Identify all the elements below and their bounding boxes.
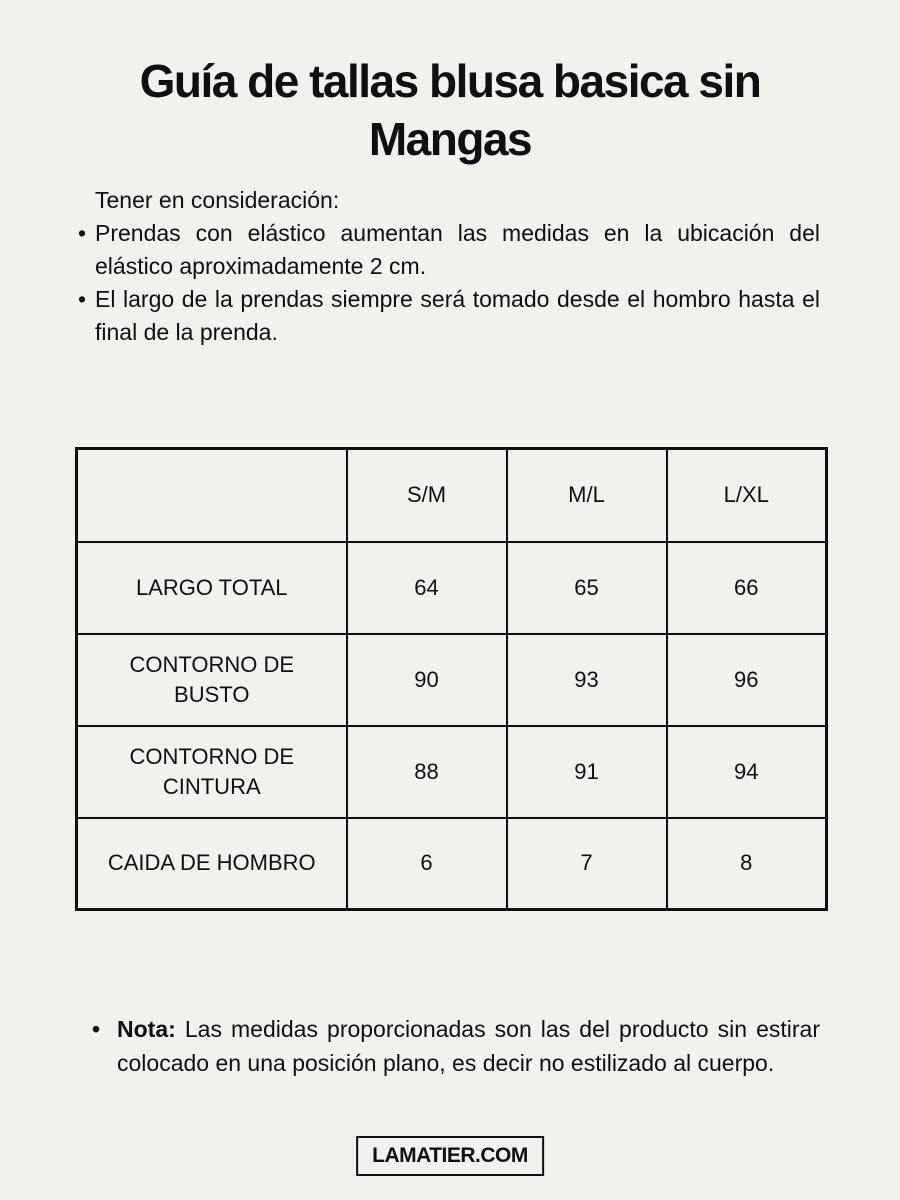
- measure-label: LARGO TOTAL: [77, 542, 347, 634]
- table-row: [77, 818, 827, 910]
- note-paragraph: [92, 1012, 820, 1080]
- considerations-section: [78, 184, 820, 349]
- note-section: [92, 1012, 820, 1080]
- measure-label: CONTORNO DE CINTURA: [77, 726, 347, 818]
- consideration-item-length: [78, 283, 820, 349]
- size-cell: 7: [507, 818, 667, 910]
- note-text: Las medidas proporcionadas son las del producto sin estirar colocado en una posición plano, es decir no estilizado al cuerpo.: [117, 1016, 820, 1076]
- considerations-list: [78, 217, 820, 349]
- table-row: [77, 542, 827, 634]
- note-label: Nota:: [117, 1016, 176, 1042]
- bullet-icon: •: [78, 220, 87, 246]
- size-cell: 93: [507, 634, 667, 726]
- measure-label: CONTORNO DE BUSTO: [77, 634, 347, 726]
- size-cell: 91: [507, 726, 667, 818]
- size-cell: 88: [347, 726, 507, 818]
- size-cell: 90: [347, 634, 507, 726]
- table-row: [77, 634, 827, 726]
- size-cell: 96: [667, 634, 827, 726]
- size-table-header-row: [77, 449, 827, 542]
- size-cell: 6: [347, 818, 507, 910]
- consideration-text: Prendas con elástico aumentan las medidas en la ubicación del elástico aproximadamente 2 cm.: [95, 220, 820, 279]
- size-column-header: L/XL: [667, 449, 827, 542]
- consideration-text: El largo de la prendas siempre será tomado desde el hombro hasta el final de la prenda.: [95, 286, 820, 345]
- considerations-heading: Tener en consideración:: [95, 187, 340, 213]
- page-title-line1: Guía de tallas blusa basica sin: [139, 55, 761, 107]
- page-title-line2: Mangas: [368, 113, 532, 165]
- brand-badge: LAMATIER.COM: [356, 1136, 544, 1176]
- size-cell: 66: [667, 542, 827, 634]
- size-cell: 94: [667, 726, 827, 818]
- bullet-icon: •: [78, 286, 87, 312]
- size-cell: 64: [347, 542, 507, 634]
- size-cell: 8: [667, 818, 827, 910]
- size-column-header: S/M: [347, 449, 507, 542]
- consideration-item-elastic: [78, 217, 820, 283]
- measure-label: CAIDA DE HOMBRO: [77, 818, 347, 910]
- size-table-corner-cell: [77, 449, 347, 542]
- size-table: [75, 447, 828, 911]
- page-title: [0, 52, 900, 168]
- size-column-header: M/L: [507, 449, 667, 542]
- table-row: [77, 726, 827, 818]
- bullet-icon: •: [92, 1016, 101, 1042]
- size-cell: 65: [507, 542, 667, 634]
